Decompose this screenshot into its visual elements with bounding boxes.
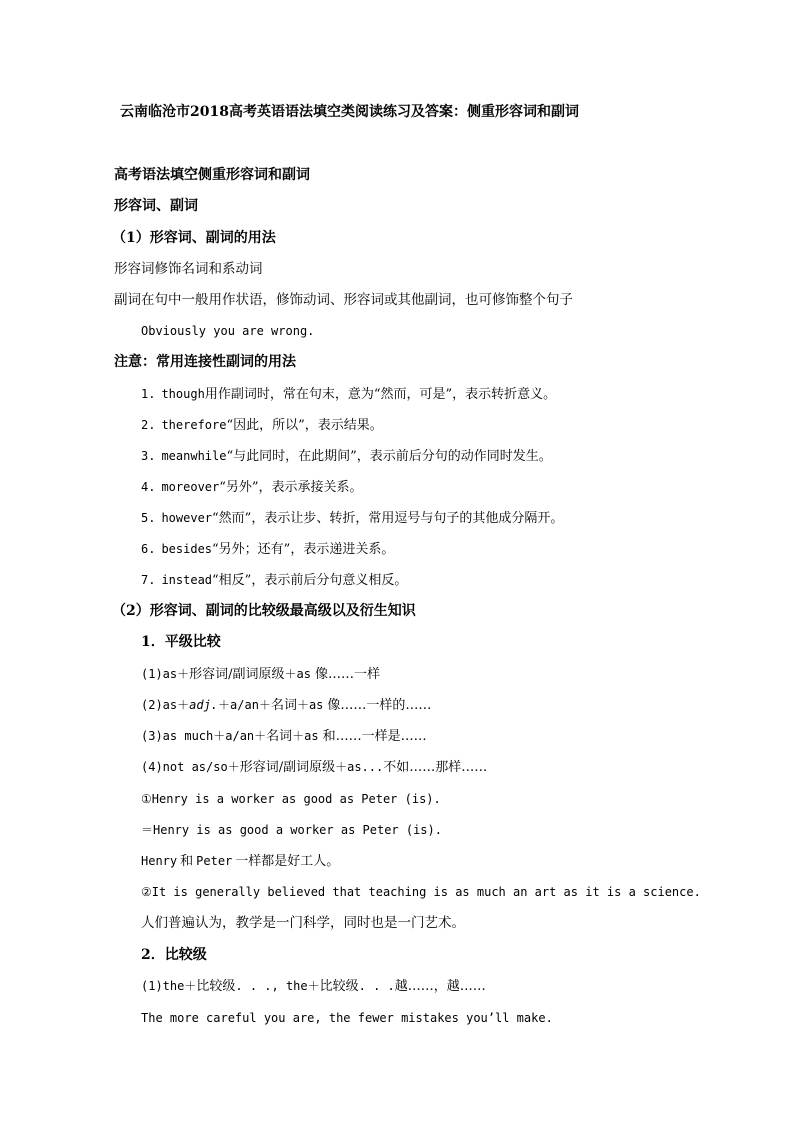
note-item-text: “相反”，表示前后分句意义相反。 bbox=[212, 573, 408, 588]
rule-part: 名词 bbox=[270, 698, 297, 713]
rule-part: (1)as＋ bbox=[141, 667, 190, 681]
part1-example-sentence: Obviously you are wrong. bbox=[141, 324, 315, 338]
rule-1 bbox=[141, 665, 380, 684]
rule-part: ＋as bbox=[284, 667, 311, 681]
rule-part: . . ., the＋ bbox=[235, 979, 320, 993]
subheading-adjectives-adverbs: 形容词、副词 bbox=[114, 198, 198, 214]
example-1b: ＝Henry is as good a worker as Peter (is). bbox=[141, 823, 442, 837]
rule-2 bbox=[141, 696, 431, 715]
rule-part: ＋as... bbox=[335, 760, 384, 774]
rule-part: 形容词/副词原级 bbox=[189, 667, 285, 682]
note-item-word: besides bbox=[161, 542, 213, 556]
rule-part-adj: adj. bbox=[189, 698, 219, 712]
note-item-word: moreover bbox=[161, 480, 220, 494]
note-item-number: 7. bbox=[141, 573, 156, 587]
rule-part: (4)not as/so＋ bbox=[141, 760, 240, 774]
translation-part: 一样都是好工人。 bbox=[235, 854, 340, 869]
rule-part: ＋as bbox=[296, 698, 324, 712]
note-item-word: therefore bbox=[161, 418, 227, 432]
note-item-text: “与此同时，在此期间”，表示前后分句的动作同时发生。 bbox=[226, 449, 552, 464]
translation-part: Peter bbox=[196, 854, 233, 868]
note-item-6 bbox=[141, 540, 394, 559]
note-item-text: “因此，所以”，表示结果。 bbox=[226, 418, 383, 433]
note-item-number: 6. bbox=[141, 542, 156, 556]
note-item-text: “另外；还有”，表示递进关系。 bbox=[212, 542, 395, 557]
note-item-4 bbox=[141, 478, 363, 497]
note-item-text: 用作副词时，常在句末，意为“然而，可是”，表示转折意义。 bbox=[204, 387, 557, 402]
sub2-heading: 2．比较级 bbox=[141, 947, 207, 963]
note-item-text: “然而”，表示让步、转折，常用逗号与句子的其他成分隔开。 bbox=[212, 511, 564, 526]
rule-part: . . . bbox=[358, 979, 395, 993]
note-item-word: meanwhile bbox=[161, 449, 227, 463]
part1-line-adjective-usage: 形容词修饰名词和系动词 bbox=[114, 261, 263, 277]
translation-part: 和 bbox=[180, 854, 194, 869]
section-heading: 高考语法填空侧重形容词和副词 bbox=[114, 167, 310, 183]
document-title: 云南临沧市2018高考英语语法填空类阅读练习及答案：侧重形容词和副词 bbox=[120, 104, 579, 120]
part1-heading: （1）形容词、副词的用法 bbox=[112, 230, 276, 246]
rule-part: ＋as bbox=[292, 729, 319, 743]
rule-4 bbox=[141, 758, 487, 777]
note-item-1 bbox=[141, 385, 556, 404]
rule-part: 像……一样的…… bbox=[327, 698, 432, 713]
note-item-text: “另外”，表示承接关系。 bbox=[219, 480, 363, 495]
example-1-translation bbox=[141, 852, 339, 871]
note-item-word: however bbox=[161, 511, 213, 525]
example-1: ①Henry is a worker as good as Peter (is). bbox=[141, 792, 441, 806]
part1-line-adverb-usage: 副词在句中一般用作状语，修饰动词、形容词或其他副词，也可修饰整个句子 bbox=[114, 292, 573, 308]
part2-heading: （2）形容词、副词的比较级最高级以及衍生知识 bbox=[112, 603, 416, 619]
rule-part: 形容词/副词原级 bbox=[239, 760, 336, 775]
note-heading: 注意：常用连接性副词的用法 bbox=[114, 354, 296, 370]
note-item-5 bbox=[141, 509, 563, 528]
example-2: ②It is generally believed that teaching is as much an art as it is a science. bbox=[141, 885, 701, 899]
sub1-heading: 1．平级比较 bbox=[141, 634, 221, 650]
rule-part: 比较级 bbox=[319, 979, 359, 994]
note-item-number: 4. bbox=[141, 480, 156, 494]
note-item-word: instead bbox=[161, 573, 213, 587]
note-item-2 bbox=[141, 416, 383, 435]
rule-3 bbox=[141, 727, 427, 746]
rule-part: 越……，越…… bbox=[394, 979, 486, 994]
translation-part: Henry bbox=[141, 854, 178, 868]
rule-part: 像……一样 bbox=[314, 667, 380, 682]
comparative-example-1: The more careful you are, the fewer mistakes you’ll make. bbox=[141, 1011, 553, 1025]
comparative-rule-1 bbox=[141, 977, 486, 996]
note-item-number: 1. bbox=[141, 387, 156, 401]
rule-part: 和……一样是…… bbox=[322, 729, 427, 744]
rule-part: 名词 bbox=[266, 729, 293, 744]
note-item-word: though bbox=[161, 387, 205, 401]
rule-part: 不如……那样…… bbox=[383, 760, 488, 775]
rule-part: (3)as much＋a/an＋ bbox=[141, 729, 267, 743]
rule-part: ＋a/an＋ bbox=[218, 698, 271, 712]
note-item-number: 5. bbox=[141, 511, 156, 525]
note-item-number: 3. bbox=[141, 449, 156, 463]
example-2-translation: 人们普遍认为，教学是一门科学，同时也是一门艺术。 bbox=[141, 915, 465, 931]
rule-part: 比较级 bbox=[196, 979, 236, 994]
note-item-3 bbox=[141, 447, 552, 466]
rule-part: (1)the＋ bbox=[141, 979, 197, 993]
note-item-number: 2. bbox=[141, 418, 156, 432]
rule-part: (2)as＋ bbox=[141, 698, 190, 712]
note-item-7 bbox=[141, 571, 407, 590]
